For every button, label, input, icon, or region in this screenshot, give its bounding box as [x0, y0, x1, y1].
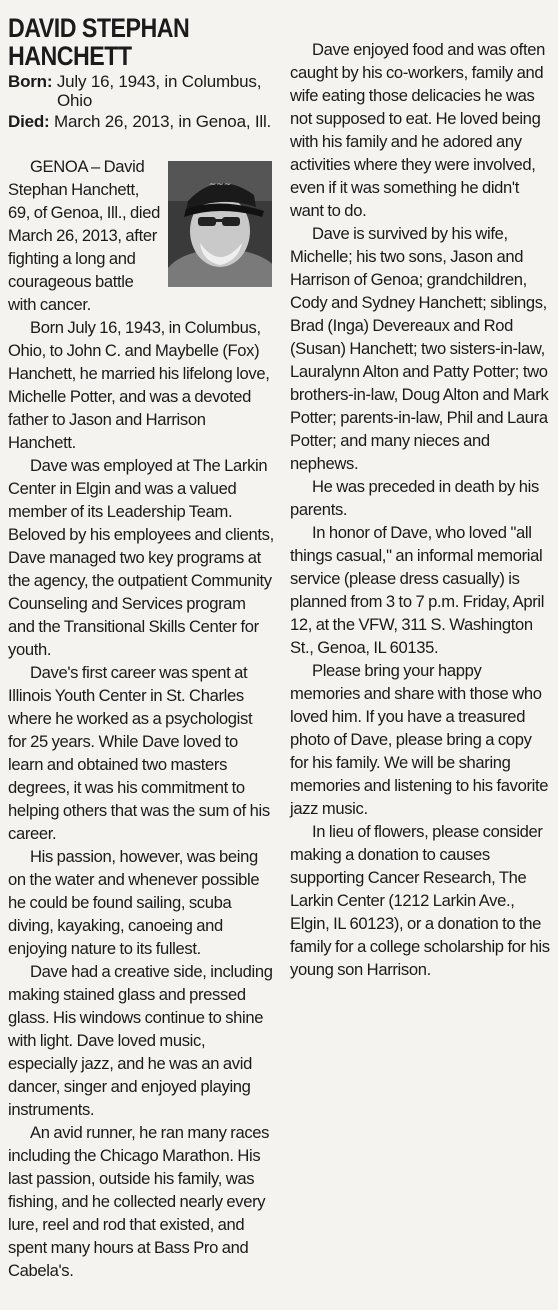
left-column	[8, 0, 274, 1282]
paragraph-3: Dave was employed at The Larkin Center in Elgin and was a valued member of its Leadership Team. Beloved by his employees and clients, Dave managed two key programs at the agency, the outpatient Community Counseling and Services program and the Transitional Skills Center for youth.	[8, 456, 274, 659]
died-label: Died:	[8, 112, 50, 131]
paragraph-8: Dave enjoyed food and was often caught by his co-workers, family and wife eating those delicacies he was not supposed to eat. He loved being with his family and he adored any activities where they were involved, even if it was something he didn't want to do.	[290, 40, 545, 220]
portrait-photo-icon	[168, 161, 272, 287]
paragraph-2: Born July 16, 1943, in Columbus, Ohio, to John C. and Maybelle (Fox) Hanchett, he married his lifelong love, Michelle Potter, and was a devoted father to Jason and Harrison Hanchett.	[8, 318, 270, 452]
paragraph-7: An avid runner, he ran many races including the Chicago Marathon. His last passion, outside his family, was fishing, and he collected nearly every lure, reel and rod that existed, and spent many hours at Bass Pro and Cabela's.	[8, 1123, 270, 1280]
name-line-1: DAVID STEPHAN	[8, 13, 190, 43]
born-line	[8, 72, 274, 110]
name-line-2: HANCHETT	[8, 41, 132, 71]
svg-text:~~~: ~~~	[208, 180, 232, 190]
born-value: July 16, 1943, in Columbus,	[56, 72, 262, 91]
paragraph-13: In lieu of flowers, please consider making a donation to causes supporting Cancer Research, The Larkin Center (1212 Larkin Ave., Elgin, IL 60123), or a donation to the family for a college scholarship for his young son Harrison.	[290, 822, 550, 979]
obituary-name	[8, 14, 275, 70]
paragraph-9: Dave is survived by his wife, Michelle; his two sons, Jason and Harrison of Genoa; grandchildren, Cody and Sydney Hanchett; siblings, Brad (Inga) Devereaux and Rod (Susan) Hanchett; two sisters-in-law, Lauralynn Alton and Patty Potter; two brothers-in-law, Doug Alton and Mark Potter; parents-in-law, Phil and Laura Potter; and many nieces and nephews.	[290, 224, 549, 473]
paragraph-11: In honor of Dave, who loved "all things casual," an informal memorial service (please dress casually) is planned from 3 to 7 p.m. Friday, April 12, at the VFW, 311 S. Washington St., Genoa, IL 60135.	[290, 523, 545, 657]
paragraph-10: He was preceded in death by his parents.	[290, 477, 539, 519]
paragraph-5: His passion, however, was being on the water and whenever possible he could be found sailing, scuba diving, kayaking, canoeing and enjoying nature to its fullest.	[8, 847, 260, 958]
born-label: Born:	[8, 72, 53, 91]
paragraph-1: GENOA – David Stephan Hanchett, 69, of Genoa, Ill., died March 26, 2013, after fighting a long and courageous battle with cancer.	[8, 157, 160, 314]
paragraph-4: Dave's first career was spent at Illinois Youth Center in St. Charles where he worked as a psychologist for 25 years. While Dave loved to learn and obtained two masters degrees, it was his commitment to helping others that was the sum of his career.	[8, 663, 270, 843]
portrait-illustration	[168, 161, 272, 287]
right-column	[290, 38, 550, 981]
born-value-cont: Ohio	[57, 91, 93, 110]
paragraph-12: Please bring your happy memories and share with those who loved him. If you have a treasured photo of Dave, please bring a copy for his family. We will be sharing memories and listening to his favorite jazz music.	[290, 661, 549, 818]
paragraph-6: Dave had a creative side, including making stained glass and pressed glass. His windows continue to shine with light. Dave loved music, especially jazz, and he was an avid dancer, singer and enjoyed playing instruments.	[8, 962, 273, 1119]
died-value: March 26, 2013, in Genoa, Ill.	[54, 112, 272, 131]
died-line	[8, 112, 274, 131]
